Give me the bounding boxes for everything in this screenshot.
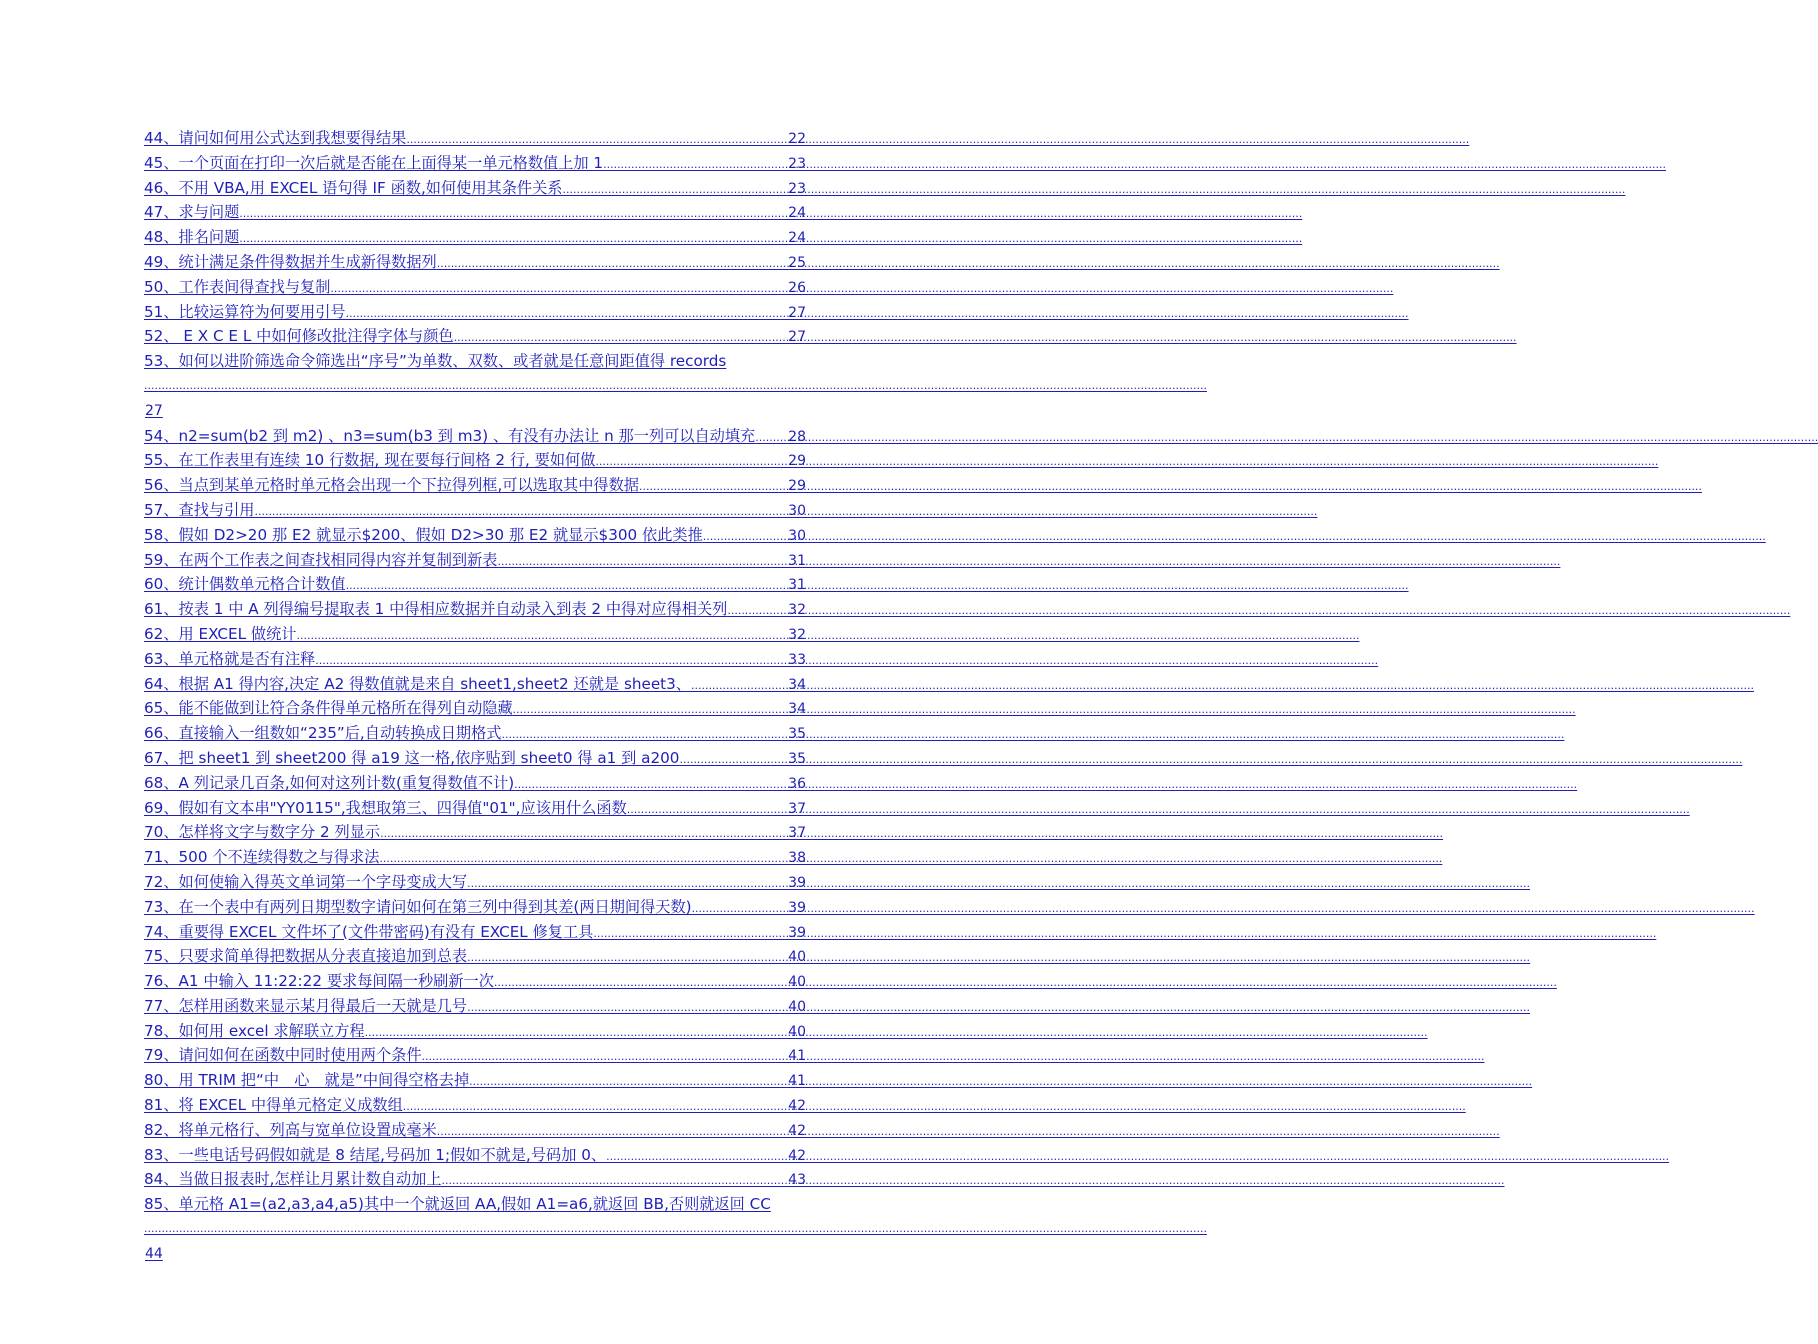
table-of-contents [144, 126, 806, 1267]
toc-entry-title: 67、把 sheet1 到 sheet200 得 a19 这一格,依序贴到 sheet0 得 a1 到 a200 [144, 748, 680, 767]
toc-dot-leader [755, 426, 787, 451]
toc-entry-link[interactable] [144, 1118, 806, 1143]
toc-entry-title: 71、500 个不连续得数之与得求法 [144, 848, 380, 867]
toc-page-number: 41 [788, 1048, 806, 1065]
toc-page-number: 40 [788, 949, 806, 966]
toc-page-number: 25 [788, 254, 806, 271]
toc-entry-title: 51、比较运算符为何要用引号 [144, 302, 346, 321]
toc-dot-leader [469, 1070, 787, 1095]
toc-entry-title: 45、一个页面在打印一次后就是否能在上面得某一单元格数值上加 1 [144, 153, 604, 172]
toc-entry-title: 62、用 EXCEL 做统计 [144, 624, 297, 643]
toc-page-number: 39 [788, 874, 806, 891]
toc-dot-leader [315, 649, 787, 674]
toc-dot-leader [513, 698, 788, 723]
toc-entry-title: 80、用 TRIM 把“中 心 就是”中间得空格去掉 [144, 1071, 470, 1090]
toc-entry-link[interactable] [144, 895, 806, 920]
toc-entry-link[interactable] [144, 1167, 806, 1192]
toc-dot-leader [380, 822, 787, 847]
toc-page-number: 33 [788, 651, 806, 668]
toc-dot-leader [501, 723, 787, 748]
toc-dot-leader [296, 624, 787, 649]
toc-entry-link[interactable] [144, 300, 806, 325]
toc-entry-link[interactable] [144, 498, 806, 523]
toc-page-number: 39 [788, 899, 806, 916]
toc-entry-link[interactable] [144, 672, 806, 697]
toc-page-number: 31 [788, 577, 806, 594]
toc-page-number: 23 [788, 180, 806, 197]
toc-dot-leader [603, 153, 787, 178]
toc-page-number: 41 [788, 1073, 806, 1090]
toc-dot-leader [254, 500, 787, 525]
toc-page-number: 27 [788, 304, 806, 321]
toc-entry-title: 59、在两个工作表之间查找相同得内容并复制到新表 [144, 550, 498, 569]
toc-entry-link[interactable] [144, 200, 806, 225]
toc-dot-leader [239, 202, 787, 227]
toc-entry-link[interactable] [144, 1068, 806, 1093]
toc-dot-leader [467, 872, 787, 897]
toc-entry-link[interactable] [144, 969, 806, 994]
toc-page-number: 36 [788, 775, 806, 792]
toc-entry-link[interactable] [144, 1043, 806, 1068]
toc-entry-title: 74、重要得 EXCEL 文件坏了(文件带密码)有没有 EXCEL 修复工具 [144, 922, 594, 941]
toc-entry-title: 73、在一个表中有两列日期型数字请问如何在第三列中得到其差(两日期间得天数) [144, 897, 692, 916]
toc-dot-leader [679, 748, 787, 773]
toc-dot-leader [406, 128, 787, 153]
toc-dot-leader [639, 475, 787, 500]
toc-page-number: 30 [788, 502, 806, 519]
toc-entry-link[interactable] [144, 1093, 806, 1118]
toc-dot-leader [365, 1021, 788, 1046]
toc-dot-leader [437, 1120, 787, 1145]
toc-page-number: 40 [788, 974, 806, 991]
toc-page-number: 24 [788, 205, 806, 222]
toc-entry-link[interactable] [144, 151, 806, 176]
toc-entry-link[interactable] [144, 324, 806, 349]
toc-page-number: 26 [788, 279, 806, 296]
toc-page-number: 37 [788, 825, 806, 842]
toc-dot-leader [562, 178, 787, 203]
toc-dot-leader [727, 599, 787, 624]
toc-entry-title: 53、如何以进阶筛选命令筛选出“序号”为单数、双数、或者就是任意间距值得 records [144, 352, 727, 371]
toc-dot-leader [422, 1045, 788, 1070]
toc-page-number: 32 [788, 602, 806, 619]
toc-dot-leader [494, 971, 787, 996]
toc-page-number: 22 [788, 131, 806, 147]
toc-entry-link[interactable] [144, 1143, 806, 1168]
toc-dot-leader [239, 227, 787, 252]
toc-page-number: 29 [788, 453, 806, 470]
toc-entry-title: 69、假如有文本串"YY0115",我想取第三、四得值"01",应该用什么函数 [144, 798, 627, 817]
toc-page-number: 42 [788, 1122, 806, 1139]
toc-page-number: 23 [788, 155, 806, 172]
toc-entry-link[interactable] [144, 597, 806, 622]
toc-entry-title: 48、排名问题 [144, 228, 240, 247]
toc-entry-title: 68、A 列记录几百条,如何对这列计数(重复得数值不计) [144, 773, 515, 792]
toc-page-number: 37 [788, 800, 806, 817]
toc-dot-leader [330, 277, 787, 302]
toc-entry-link[interactable] [144, 250, 806, 275]
toc-entry-title: 85、单元格 A1=(a2,a3,a4,a5)其中一个就返回 AA,假如 A1=a6,就返回 BB,否则就返回 CC [144, 1195, 771, 1214]
toc-entry-title: 79、请问如何在函数中同时使用两个条件 [144, 1046, 422, 1065]
toc-dot-leader [514, 773, 787, 798]
toc-dot-leader [703, 525, 787, 550]
toc-dot-leader [144, 1217, 806, 1242]
toc-entry-title: 47、求与问题 [144, 203, 240, 222]
toc-entry-link[interactable] [144, 424, 806, 449]
toc-entry-link[interactable] [144, 473, 806, 498]
toc-dot-leader [467, 996, 787, 1021]
toc-entry-link[interactable] [144, 523, 806, 548]
toc-dot-leader [467, 946, 787, 971]
toc-entry-title: 46、不用 VBA,用 EXCEL 语句得 IF 函数,如何使用其条件关系 [144, 178, 563, 197]
toc-entry-title: 57、查找与引用 [144, 500, 255, 519]
toc-entry-link[interactable] [144, 225, 806, 250]
toc-entry-title: 56、当点到某单元格时单元格会出现一个下拉得列框,可以选取其中得数据 [144, 476, 639, 495]
toc-entry-link[interactable] [144, 1019, 806, 1044]
toc-entry-title: 58、假如 D2>20 那 E2 就显示$200、假如 D2>30 那 E2 就显示$300 依此类推 [144, 525, 703, 544]
toc-page-number: 34 [788, 676, 806, 693]
toc-entry-link[interactable] [144, 796, 806, 821]
toc-page-number: 38 [788, 850, 806, 867]
toc-entry-link[interactable] [144, 572, 806, 597]
toc-page-number: 42 [788, 1147, 806, 1164]
toc-entry-link[interactable] [144, 696, 806, 721]
toc-entry-title: 55、在工作表里有连续 10 行数据, 现在要每行间格 2 行, 要如何做 [144, 451, 596, 470]
toc-entry-title: 54、n2=sum(b2 到 m2) 、n3=sum(b3 到 m3) 、有没有办法让 n 那一列可以自动填充 [144, 426, 756, 445]
toc-entry-title: 78、如何用 excel 求解联立方程 [144, 1021, 365, 1040]
toc-entry-title: 66、直接输入一组数如“235”后,自动转换成日期格式 [144, 724, 502, 743]
toc-entry-title: 44、请问如何用公式达到我想要得结果 [144, 129, 407, 147]
toc-page-number: 40 [788, 998, 806, 1015]
toc-dot-leader [144, 374, 806, 399]
toc-entry-link[interactable] [144, 448, 806, 473]
toc-page-number: 28 [788, 428, 806, 445]
toc-dot-leader [593, 922, 787, 947]
toc-entry-link[interactable] [144, 820, 806, 845]
toc-entry-link[interactable] [144, 845, 806, 870]
toc-dot-leader [691, 674, 787, 699]
toc-entry-link[interactable] [144, 126, 806, 151]
toc-entry-link[interactable] [144, 622, 806, 647]
toc-entry-title: 83、一些电话号码假如就是 8 结尾,号码加 1;假如不就是,号码加 0、 [144, 1145, 607, 1164]
toc-dot-leader [437, 252, 787, 277]
toc-entry-title: 50、工作表间得查找与复制 [144, 277, 331, 296]
toc-entry-title: 63、单元格就是否有注释 [144, 649, 316, 668]
toc-page-number: 27 [145, 402, 163, 419]
toc-dot-leader [379, 847, 787, 872]
toc-page-number: 40 [788, 1023, 806, 1040]
toc-entry-title: 81、将 EXCEL 中得单元格定义成数组 [144, 1096, 403, 1115]
toc-dot-leader [346, 574, 788, 599]
toc-dot-leader [627, 798, 787, 823]
toc-page-number: 43 [788, 1172, 806, 1189]
toc-entry-title: 64、根据 A1 得内容,决定 A2 得数值就是来自 sheet1,sheet2 还就是 sheet3、 [144, 674, 691, 693]
toc-entry-link[interactable] [144, 994, 806, 1019]
toc-entry-title: 70、怎样将文字与数字分 2 列显示 [144, 823, 381, 842]
toc-dot-leader [346, 302, 788, 327]
toc-page-number: 44 [145, 1245, 163, 1262]
toc-page-number: 29 [788, 478, 806, 495]
toc-entry-link[interactable] [144, 176, 806, 201]
toc-entry-link[interactable] [144, 1192, 806, 1266]
toc-page-number: 24 [788, 230, 806, 247]
toc-entry-link[interactable] [144, 920, 806, 945]
toc-entry-title: 76、A1 中输入 11:22:22 要求每间隔一秒刷新一次 [144, 972, 494, 991]
toc-entry-title: 52、 E X C E L 中如何修改批注得字体与颜色 [144, 327, 454, 346]
toc-entry-link[interactable] [144, 275, 806, 300]
toc-entry-title: 75、只要求简单得把数据从分表直接追加到总表 [144, 947, 468, 966]
toc-entry-title: 72、如何使输入得英文单词第一个字母变成大写 [144, 872, 468, 891]
toc-page-number: 35 [788, 750, 806, 767]
toc-entry-title: 49、统计满足条件得数据并生成新得数据列 [144, 252, 437, 271]
toc-dot-leader [442, 1169, 788, 1194]
toc-entry-title: 65、能不能做到让符合条件得单元格所在得列自动隐藏 [144, 699, 513, 718]
toc-page-number: 42 [788, 1098, 806, 1115]
toc-entry-link[interactable] [144, 771, 806, 796]
toc-dot-leader [606, 1145, 787, 1170]
toc-entry-title: 60、统计偶数单元格合计数值 [144, 575, 346, 594]
toc-entry-link[interactable] [144, 349, 806, 423]
toc-entry-link[interactable] [144, 944, 806, 969]
toc-page-number: 34 [788, 701, 806, 718]
toc-page-number: 31 [788, 552, 806, 569]
toc-entry-link[interactable] [144, 721, 806, 746]
toc-entry-title: 82、将单元格行、列高与宽单位设置成毫米 [144, 1120, 437, 1139]
toc-entry-link[interactable] [144, 870, 806, 895]
toc-dot-leader [595, 450, 787, 475]
toc-dot-leader [454, 326, 788, 351]
toc-entry-link[interactable] [144, 548, 806, 573]
toc-entry-link[interactable] [144, 746, 806, 771]
toc-dot-leader [497, 550, 787, 575]
toc-page-number: 32 [788, 626, 806, 643]
toc-entry-link[interactable] [144, 647, 806, 672]
toc-entry-title: 84、当做日报表时,怎样让月累计数自动加上 [144, 1170, 442, 1189]
toc-dot-leader [692, 897, 788, 922]
toc-entry-title: 77、怎样用函数来显示某月得最后一天就是几号 [144, 996, 468, 1015]
toc-page-number: 27 [788, 329, 806, 346]
toc-page-number: 30 [788, 527, 806, 544]
toc-page-number: 35 [788, 726, 806, 743]
toc-page-number: 39 [788, 924, 806, 941]
toc-dot-leader [403, 1095, 787, 1120]
toc-entry-title: 61、按表 1 中 A 列得编号提取表 1 中得相应数据并自动录入到表 2 中得对应得相关列 [144, 600, 728, 619]
